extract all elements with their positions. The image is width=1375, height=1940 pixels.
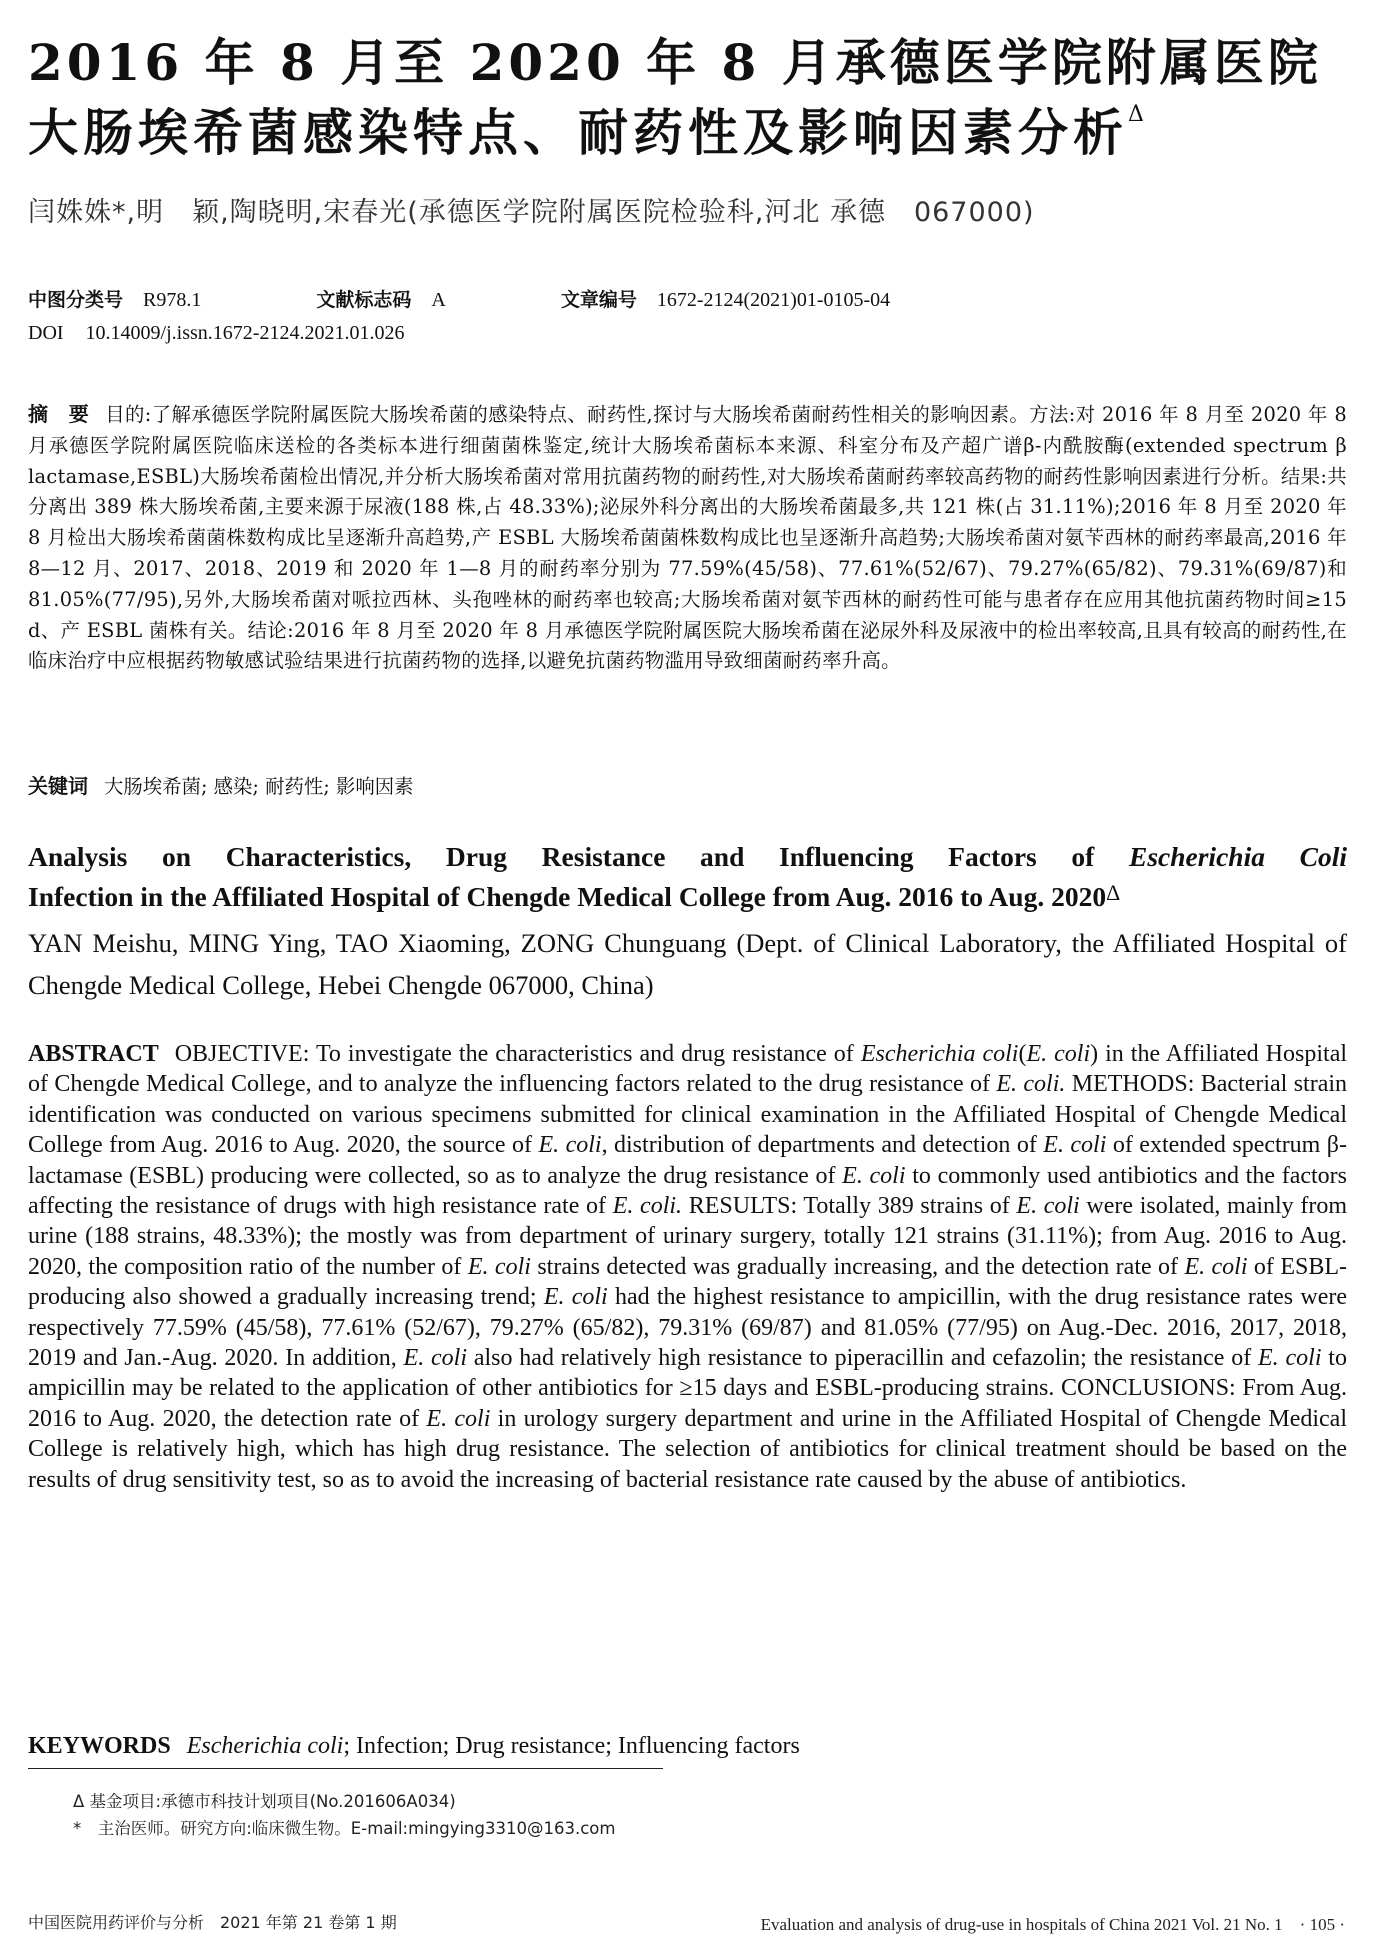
abstract-en <box>28 1039 1347 1495</box>
abstract-en-text: of extended spectrum β-lactamase (ESBL) producing were collected, so as to analyze the drug resistance of <box>28 1132 1348 1189</box>
species-name: E. coli <box>1184 1253 1248 1280</box>
title-en-line1-text: Analysis on Characteristics, Drug Resistance and Influencing Factors of <box>28 841 1129 872</box>
species-name: E. coli <box>543 1284 608 1311</box>
abstract-en-text: were isolated, mainly from urine (188 strains, 48.33%); the mostly was from department of urinary surgery, totally 121 strains (31.11%); from Aug. 2016 to Aug. 2020, the composition ratio of the number of <box>28 1193 1347 1280</box>
title-en-line2 <box>28 877 1347 917</box>
fund-marker-en: Δ <box>1106 880 1121 905</box>
article-no-label: 文章编号 <box>560 289 637 311</box>
abstract-en-text: ) in the Affiliated Hospital of Chengde Medical College, and to analyze the influencing factors related to the drug resistance of <box>28 1041 1348 1098</box>
doi-label: DOI <box>28 322 64 344</box>
keyword-species: Escherichia coli <box>186 1733 344 1759</box>
journal-footer-en: Evaluation and analysis of drug-use in hospitals of China 2021 Vol. 21 No. 1 · 105 · <box>760 1915 1345 1934</box>
species-name: E. coli. <box>612 1193 683 1220</box>
abstract-en-text: also had relatively high resistance to piperacillin and cefazolin; the resistance of <box>467 1345 1259 1372</box>
doi-value: 10.14009/j.issn.1672-2124.2021.01.026 <box>85 322 405 344</box>
title-cn-line2-text: 大肠埃希菌感染特点、耐药性及影响因素分析 <box>28 103 1128 162</box>
title-cn-line1-text: 2016 年 8 月至 2020 年 8 月承德医学院附属医院 <box>28 33 1322 92</box>
title-cn-line1 <box>28 33 1355 92</box>
footnote-author: * 主治医师。研究方向:临床微生物。E-mail:mingying3310@163.com <box>73 1819 616 1838</box>
species-name: E. coli <box>1043 1132 1107 1159</box>
footnote-divider <box>28 1768 663 1769</box>
abstract-en-text: to ampicillin may be related to the application of other antibiotics for ≥15 days and ESBL-producing strains. CONCLUSIONS: From Aug. 2016 to Aug. 2020, the detection rate of <box>28 1345 1347 1432</box>
species-name: E. coli <box>403 1345 467 1372</box>
abstract-en-text: METHODS: Bacterial strain identification was conducted on various specimens submitted for clinical examination in the Affiliated Hospital of Chengde Medical College from Aug. 2016 to Aug. 2020, the source of <box>28 1071 1348 1159</box>
title-cn-line2 <box>28 102 1355 162</box>
keywords-cn-text: 大肠埃希菌; 感染; 耐药性; 影响因素 <box>104 775 414 798</box>
abstract-cn-label: 摘 要 <box>28 402 90 426</box>
abstract-en-text: in urology surgery department and urine in the Affiliated Hospital of Chengde Medical College is relatively high, which has high drug resistance. The selection of antibiotics for clinical treatment should be based on the results of drug sensitivity test, so as to avoid the increasing of bacterial resistance rate caused by the abuse of antibiotics. <box>28 1405 1347 1493</box>
species-name: E. coli. <box>996 1071 1066 1098</box>
abstract-en-text: ( <box>1018 1041 1027 1067</box>
keywords-en-label: KEYWORDS <box>28 1733 171 1759</box>
abstract-cn-text: 目的:了解承德医学院附属医院大肠埃希菌的感染特点、耐药性,探讨与大肠埃希菌耐药性相关的影响因素。方法:对 2016 年 8 月至 2020 年 8 月承德医学院附属医院临床送检的各类标本进行细菌菌株鉴定,统计大肠埃希菌标本来源、科室分布及产超广谱β-内酰胺酶(extended spectrum β lactamase,ESBL)大肠埃希菌检出情况,并分析大肠埃希菌对常用抗菌药物的耐药性,对大肠埃希菌耐药率较高药物的耐药性影响因素进行分析。结果:共分离出 389 株大肠埃希菌,主要来源于尿液(188 株,占 48.33%);泌尿外科分离出的大肠埃希菌最多,共 121 株(占 31.11%);2016 年 8 月至 2020 年 8 月检出大肠埃希菌菌株数构成比呈逐渐升高趋势,产 ESBL 大肠埃希菌菌株数构成比也呈逐渐升高趋势;大肠埃希菌对氨苄西林的耐药率最高,2016 年 8—12 月、2017、2018、2019 和 2020 年 1—8 月的耐药率分别为 77.59%(45/58)、77.61%(52/67)、79.27%(65/82)、79.31%(69/87)和 81.05%(77/95),另外,大肠埃希菌对哌拉西林、头孢唑林的耐药率也较高;大肠埃希菌对氨苄西林的耐药性可能与患者存在应用其他抗菌药物时间≥15 d、产 ESBL 菌株有关。结论:2016 年 8 月至 2020 年 8 月承德医学院附属医院大肠埃希菌在泌尿外科及尿液中的检出率较高,且具有较高的耐药性,在临床治疗中应根据药物敏感试验结果进行抗菌药物的选择,以避免抗菌药物滥用导致细菌耐药率升高。 <box>28 403 1347 673</box>
doi-line <box>28 322 1347 345</box>
title-en-line2-text: Infection in the Affiliated Hospital of Chengde Medical College from Aug. 2016 to Aug. 2020 <box>28 881 1107 912</box>
doc-code-label: 文献标志码 <box>316 289 412 311</box>
keywords-en <box>28 1733 1347 1760</box>
abstract-en-label: ABSTRACT <box>28 1041 159 1067</box>
article-meta <box>28 285 1347 312</box>
article-no-value: 1672-2124(2021)01-0105-04 <box>656 289 891 311</box>
species-name: Escherichia coli <box>860 1041 1019 1067</box>
abstract-en-text: had the highest resistance to ampicillin, with the drug resistance rates were respectively 77.59% (45/58), 77.61% (52/67), 79.27% (65/82), 79.31% (69/87) and 81.05% (77/95) on Aug.-Dec. 2016, 2017, 2018, 2019 and Jan.-Aug. 2020. In addition, <box>28 1284 1347 1372</box>
abstract-en-text: OBJECTIVE: To investigate the characteristics and drug resistance of <box>174 1041 861 1067</box>
title-en-species: Escherichia Coli <box>1128 841 1347 872</box>
authors-en: YAN Meishu, MING Ying, TAO Xiaoming, ZONG Chunguang (Dept. of Clinical Laboratory, the Affiliated Hospital of Chengde Medical College, Hebei Chengde 067000, China) <box>28 928 1347 1000</box>
keywords-cn-label: 关键词 <box>28 774 88 798</box>
keywords-cn <box>28 770 1347 799</box>
clc-value: R978.1 <box>143 289 202 311</box>
clc-label: 中图分类号 <box>28 289 124 311</box>
abstract-en-text: , distribution of departments and detection of <box>601 1132 1044 1159</box>
species-name: E. coli <box>842 1162 906 1189</box>
doc-code-value: A <box>431 289 446 311</box>
species-name: E. coli <box>1258 1345 1322 1372</box>
journal-footer-cn: 中国医院用药评价与分析 2021 年第 21 卷第 1 期 <box>28 1913 397 1932</box>
abstract-en-text: to commonly used antibiotics and the factors affecting the resistance of drugs with high resistance rate of <box>28 1162 1347 1220</box>
species-name: E. coli <box>467 1253 531 1280</box>
title-en-line1 <box>28 837 1347 877</box>
species-name: E. coli <box>1026 1041 1091 1067</box>
abstract-cn <box>28 399 1347 677</box>
fund-marker: Δ <box>1128 102 1149 127</box>
species-name: E. coli <box>538 1132 602 1159</box>
footnote-fund: Δ 基金项目:承德市科技计划项目(No.201606A034) <box>73 1792 456 1811</box>
abstract-en-text: strains detected was gradually increasing, and the detection rate of <box>530 1253 1185 1280</box>
species-name: E. coli <box>1016 1193 1080 1220</box>
authors-cn: 闫姝姝*,明 颖,陶晓明,宋春光(承德医学院附属医院检验科,河北 承德 067000) <box>28 197 1035 228</box>
keywords-en-text: ; Infection; Drug resistance; Influencing factors <box>343 1733 800 1759</box>
abstract-en-text: of ESBL-producing also showed a gradually increasing trend; <box>28 1253 1347 1311</box>
abstract-en-text: RESULTS: Totally 389 strains of <box>682 1193 1017 1220</box>
species-name: E. coli <box>426 1405 491 1432</box>
